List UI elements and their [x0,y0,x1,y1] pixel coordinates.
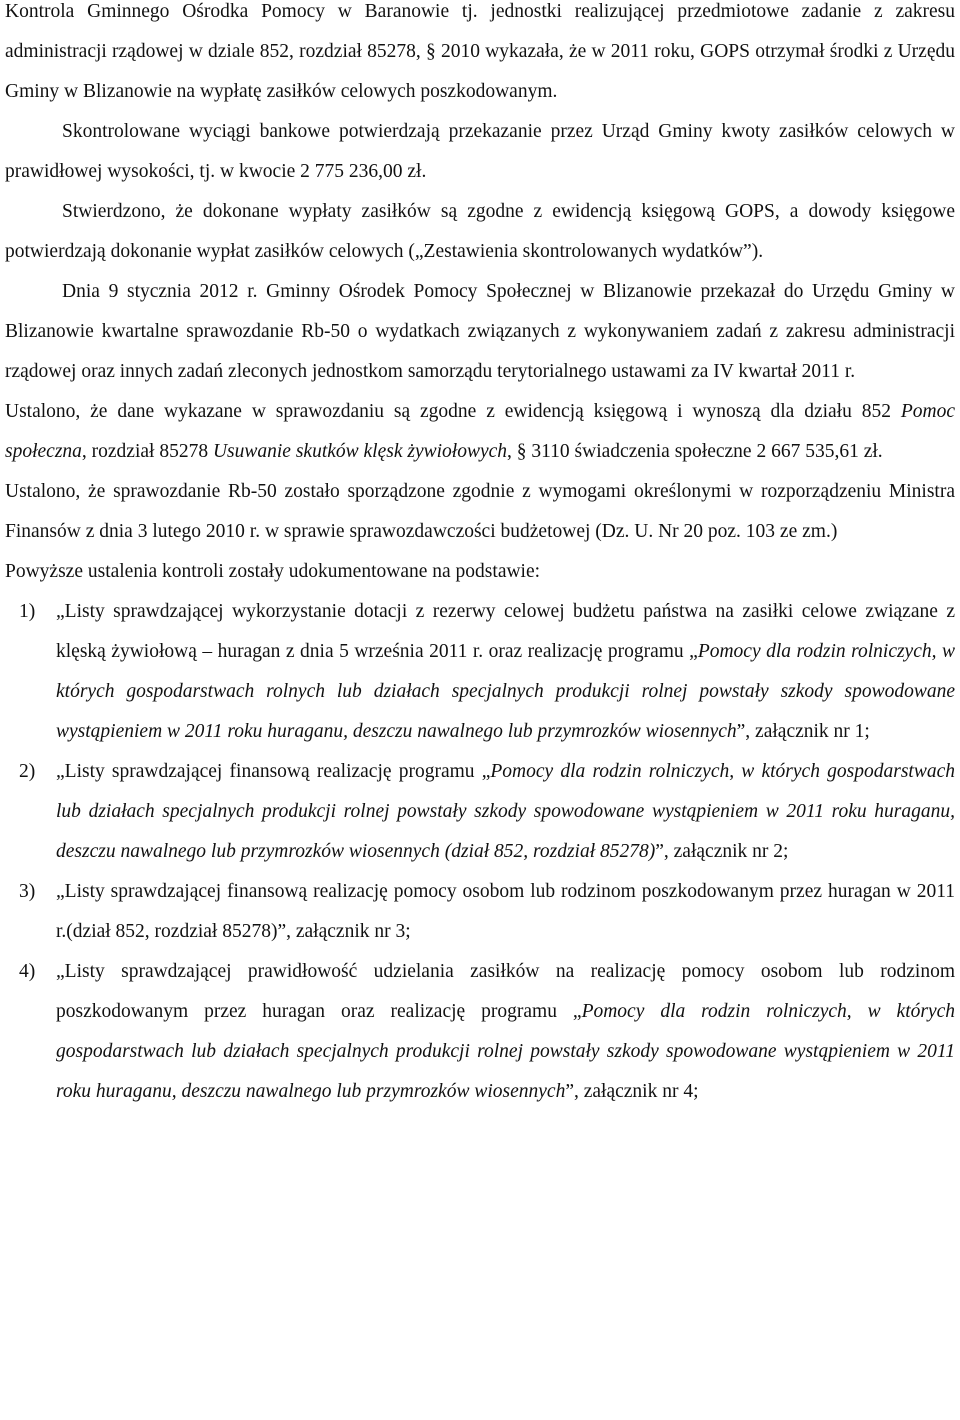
list-item [5,592,955,752]
paragraph-payments: Stwierdzono, że dokonane wypłaty zasiłków są zgodne z ewidencją księgową GOPS, a dowody księgowe potwierdzają dokonanie wypłat zasiłków celowych („Zestawienia skontrolowanych wydatków”). [5,201,955,262]
list-item-number: 1) [19,601,36,622]
text-segment: „Listy sprawdzającej finansową realizację programu „ [56,761,491,782]
text-segment: ”, załącznik nr 1; [736,721,870,742]
document-page [5,0,955,1112]
text-segment: „Listy sprawdzającej prawidłowość udzielania zasiłków na realizację pomocy osobom lub rodzinom poszkodowanym przez huragan oraz realizację programu „ [56,961,955,1022]
paragraph-intro: Kontrola Gminnego Ośrodka Pomocy w Baranowie tj. jednostki realizującej przedmiotowe zadanie z zakresu administracji rządowej w dziale 852, rozdział 85278, § 2010 wykazała, że w 2011 roku, GOPS otrzymał środki z Urzędu Gminy w Blizanowie na wypłatę zasiłków celowych poszkodowanym. [5,1,955,102]
text-segment: „Listy sprawdzającej finansową realizację pomocy osobom lub rodzinom poszkodowanym przez huragan w 2011 r.(dział 852, rozdział 85278)”, załącznik nr 3; [56,881,955,942]
text-segment: Ustalono, że dane wykazane w sprawozdaniu są zgodne z ewidencją księgową i wynoszą dla działu 852 [5,401,901,422]
paragraph-report-submission: Dnia 9 stycznia 2012 r. Gminny Ośrodek Pomocy Społecznej w Blizanowie przekazał do Urzędu Gminy w Blizanowie kwartalne sprawozdanie Rb-50 o wydatkach związanych z wykonywaniem zadań z zakresu administracji rządowej oraz innych zadań zleconych jednostkom samorządu terytorialnego ustawami za IV kwartał 2011 r. [5,281,955,382]
list-item-number: 4) [19,961,36,982]
paragraph-bank-statements: Skontrolowane wyciągi bankowe potwierdzają przekazanie przez Urząd Gminy kwoty zasiłków celowych w prawidłowej wysokości, tj. w kwocie 2 775 236,00 zł. [5,121,955,182]
text-segment: , § 3110 świadczenia społeczne 2 667 535,61 zł. [507,441,883,462]
text-segment: „Listy sprawdzającej wykorzystanie dotacji z rezerwy celowej budżetu państwa na zasiłki celowe związane z klęską żywiołową – huragan z dnia 5 września 2011 r. oraz realizację programu „ [56,601,955,662]
attachments-list [5,592,955,1112]
italic-segment: Pomoc społeczna [5,401,955,462]
list-item [5,872,955,952]
text-segment: ”, załącznik nr 2; [655,841,789,862]
paragraph-report-compliance: Ustalono, że sprawozdanie Rb-50 zostało sporządzone zgodnie z wymogami określonymi w rozporządzeniu Ministra Finansów z dnia 3 lutego 2010 r. w sprawie sprawozdawczości budżetowej (Dz. U. Nr 20 poz. 103 ze zm.) [5,481,955,542]
italic-segment: Usuwanie skutków klęsk żywiołowych [212,441,508,462]
italic-segment: Pomocy dla rodzin rolniczych, w których gospodarstwach rolnych lub działach specjalnych produkcji rolnej powstały szkody spowodowane wystąpieniem w 2011 roku huraganu, deszczu nawalnego lub przymrozków wiosennych [56,641,955,742]
list-item-number: 3) [19,881,36,902]
list-item [5,752,955,872]
paragraph-findings-basis: Powyższe ustalenia kontroli zostały udokumentowane na podstawie: [5,561,541,582]
list-item-number: 2) [19,761,36,782]
text-segment: ”, załącznik nr 4; [565,1081,699,1102]
text-segment: , rozdział 85278 [81,441,213,462]
list-item [5,952,955,1112]
italic-segment: Pomocy dla rodzin rolniczych, w których gospodarstwach lub działach specjalnych produkcji rolnej powstały szkody spowodowane wystąpieniem w 2011 roku huraganu, deszczu nawalnego lub przymrozków wiosennych (dział 852, rozdział 85278) [56,761,955,862]
paragraph-report-data [5,392,955,472]
italic-segment: Pomocy dla rodzin rolniczych, w których gospodarstwach lub działach specjalnych produkcji rolnej powstały szkody spowodowane wystąpieniem w 2011 roku huraganu, deszczu nawalnego lub przymrozków wiosennych [56,1001,956,1102]
